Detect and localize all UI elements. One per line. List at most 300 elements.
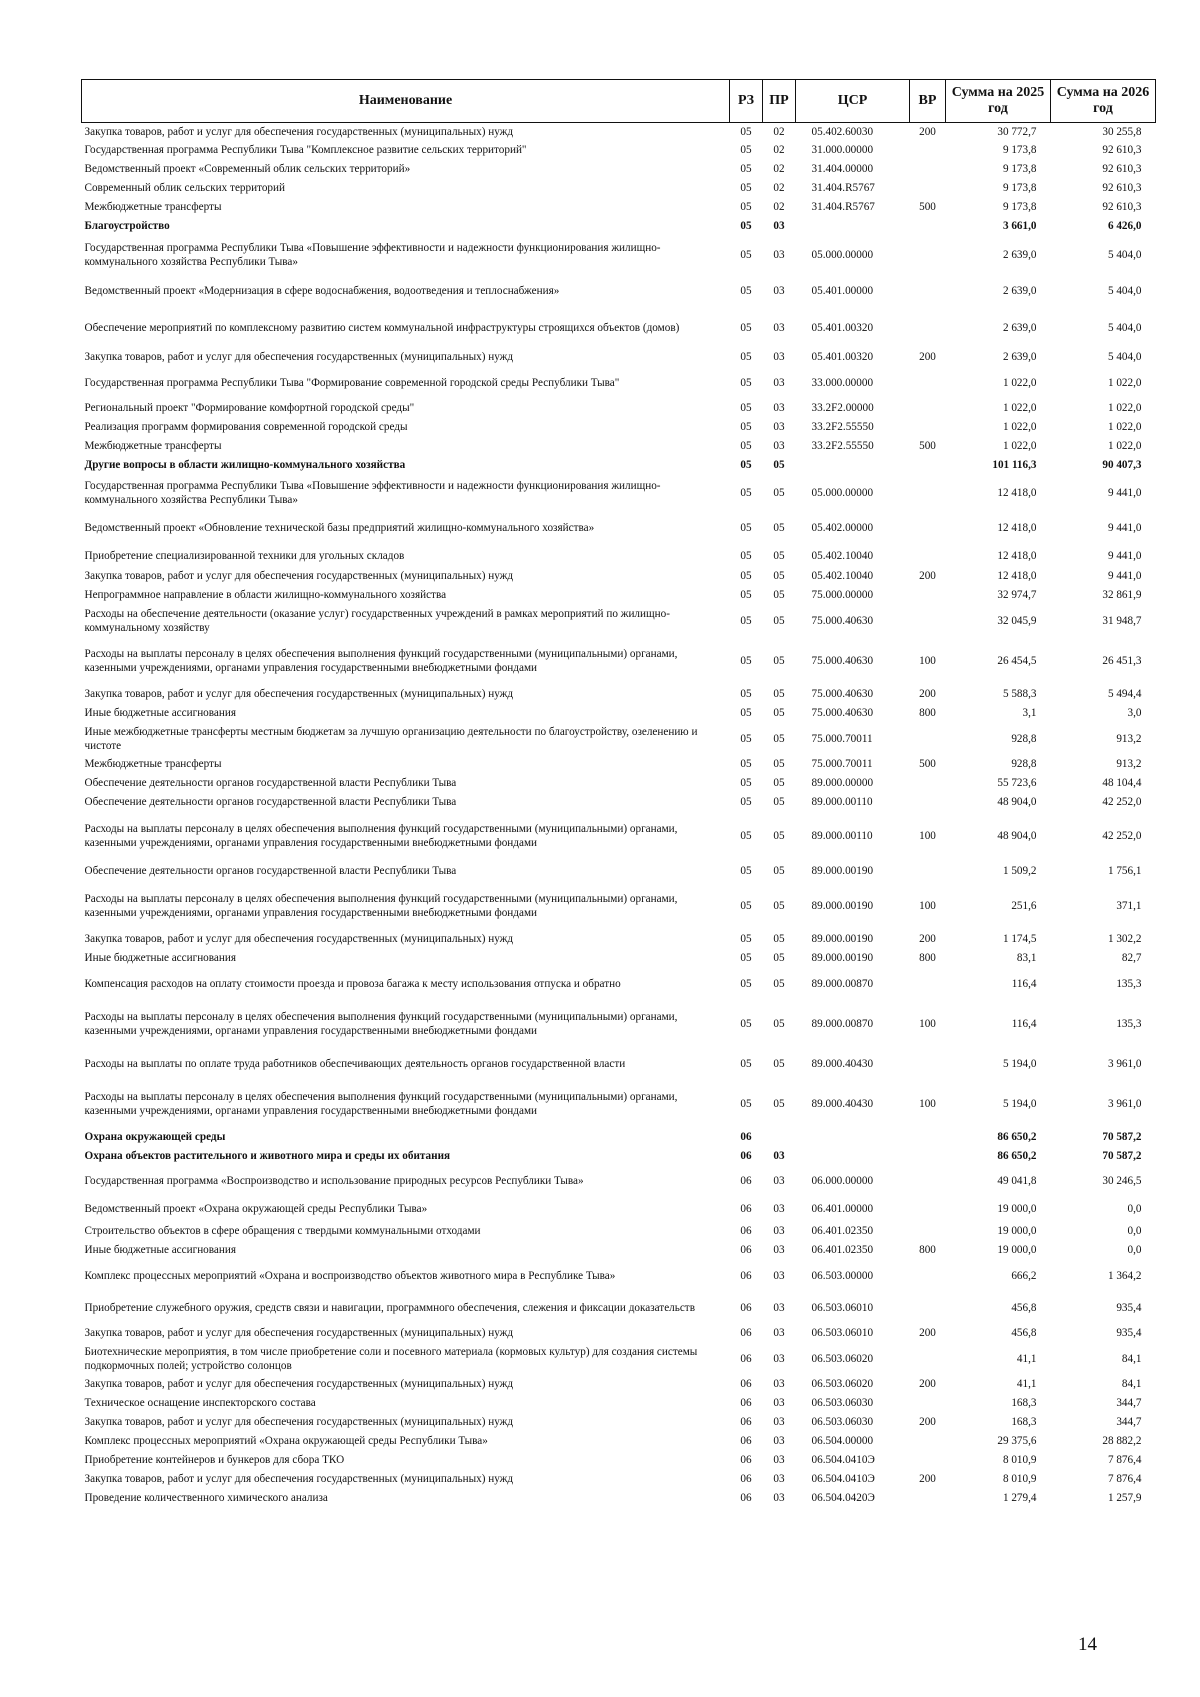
cell-name: Строительство объектов в сфере обращения с твердыми коммунальными отходами: [84, 1225, 481, 1238]
cell-name: Проведение количественного химического анализа: [84, 1492, 328, 1505]
cell-sum-2026: 90 407,3: [1102, 459, 1142, 472]
cell-sum-2025: 1 022,0: [1002, 402, 1037, 415]
cell-sum-2026: 31 948,7: [1102, 614, 1142, 627]
cell-sum-2026: 135,3: [1116, 977, 1142, 990]
table-row: [82, 1129, 1156, 1148]
cell-rz: 05: [730, 123, 763, 142]
cell-csr: 33.2F2.55550: [811, 440, 874, 453]
table-row: [82, 123, 1156, 142]
table-row: [82, 705, 1156, 724]
cell-rz: 05: [740, 1057, 752, 1070]
cell-rz: 06: [740, 1492, 752, 1505]
cell-pr: 05: [773, 486, 785, 499]
cell-sum-2025: 116,4: [1011, 977, 1037, 990]
cell-sum-2026: 48 104,4: [1102, 777, 1142, 790]
cell-pr: 05: [773, 977, 785, 990]
cell-sum-2025: 2 639,0: [1002, 351, 1037, 364]
cell-vr: [910, 1197, 946, 1223]
cell-rz: 06: [740, 1473, 752, 1486]
cell-pr: 05: [773, 732, 785, 745]
table-row: [82, 1223, 1156, 1242]
cell-pr: 05: [773, 796, 785, 809]
cell-name: Закупка товаров, работ и услуг для обеспечения государственных (муниципальных) нужд: [84, 1473, 514, 1486]
cell-sum-2025: 12 418,0: [997, 521, 1037, 534]
cell-sum-2025: 9 173,8: [1002, 144, 1037, 157]
cell-name: Охрана окружающей среды: [84, 1131, 226, 1144]
cell-csr: 75.000.00000: [811, 589, 874, 602]
cell-csr: 06.503.06020: [811, 1352, 874, 1365]
cell-pr: 03: [773, 402, 785, 415]
cell-sum-2025: 251,6: [1011, 899, 1037, 912]
table-row: [82, 180, 1156, 199]
cell-rz: 06: [740, 1150, 752, 1163]
cell-csr: 33.000.00000: [811, 376, 874, 389]
cell-name: Расходы на выплаты персоналу в целях обеспечения выполнения функций государственными (муниципальными) органами, казенными учреждениями, органами управления государственными внебюджетными фондами: [84, 1091, 678, 1117]
table-row: [82, 931, 1156, 950]
cell-vr: 200: [919, 1416, 936, 1429]
table-row: [82, 1197, 1156, 1223]
table-row: [82, 794, 1156, 813]
cell-csr: 06.401.00000: [811, 1202, 874, 1215]
cell-sum-2026: 70 587,2: [1102, 1131, 1142, 1144]
table-row: [82, 1167, 1156, 1197]
table-header: [82, 80, 1156, 123]
cell-rz: 06: [740, 1378, 752, 1391]
cell-vr: [910, 400, 946, 419]
table-row: [82, 457, 1156, 476]
cell-name: Государственная программа Республики Тыва "Комплексное развитие сельских территорий": [84, 144, 527, 157]
cell-sum-2025: 9 173,8: [1002, 182, 1037, 195]
cell-sum-2025: 19 000,0: [997, 1202, 1037, 1215]
table-row: [82, 275, 1156, 309]
cell-pr: 05: [773, 758, 785, 771]
cell-csr: [796, 218, 910, 237]
cell-name: Другие вопросы в области жилищно-коммунального хозяйства: [84, 459, 406, 472]
cell-csr: 31.000.00000: [811, 144, 874, 157]
cell-sum-2025: 1 279,4: [1002, 1492, 1037, 1505]
cell-rz: 05: [740, 570, 752, 583]
cell-vr: 200: [919, 351, 936, 364]
cell-rz: 05: [740, 732, 752, 745]
cell-csr: 33.2F2.55550: [811, 421, 874, 434]
cell-sum-2026: 344,7: [1116, 1416, 1142, 1429]
cell-name: Ведомственный проект «Современный облик сельских территорий»: [84, 163, 411, 176]
cell-name: Благоустройство: [84, 220, 170, 233]
table-row: [82, 419, 1156, 438]
cell-pr: 05: [773, 570, 785, 583]
cell-rz: 05: [740, 777, 752, 790]
cell-name: Комплекс процессных мероприятий «Охрана и воспроизводство объектов животного мира в Республике Тыва»: [84, 1269, 616, 1282]
cell-sum-2026: 1 302,2: [1107, 933, 1142, 946]
cell-csr: 31.404.R5767: [811, 182, 875, 195]
cell-csr: 75.000.40630: [811, 654, 874, 667]
cell-csr: 89.000.00190: [811, 952, 874, 965]
table-row: [82, 161, 1156, 180]
cell-sum-2026: 30 255,8: [1051, 123, 1156, 142]
cell-sum-2026: 913,2: [1116, 732, 1142, 745]
cell-name: Ведомственный проект «Охрана окружающей среды Республики Тыва»: [84, 1202, 428, 1215]
cell-sum-2025: 8 010,9: [1002, 1473, 1037, 1486]
cell-csr: 75.000.40630: [811, 707, 874, 720]
cell-sum-2025: 49 041,8: [997, 1174, 1037, 1187]
cell-sum-2026: 135,3: [1116, 1017, 1142, 1030]
cell-rz: 05: [740, 486, 752, 499]
cell-name: Иные межбюджетные трансферты местным бюджетам за лучшую организацию деятельности по благоустройству, озеленению и чистоте: [84, 726, 698, 752]
cell-name: Современный облик сельских территорий: [84, 182, 285, 195]
table-row: [82, 883, 1156, 931]
table-row: [82, 476, 1156, 512]
cell-name: Межбюджетные трансферты: [84, 758, 222, 771]
cell-pr: 03: [773, 421, 785, 434]
cell-pr: 05: [773, 707, 785, 720]
cell-name: Обеспечение деятельности органов государственной власти Республики Тыва: [84, 864, 457, 877]
cell-vr: [910, 1148, 946, 1167]
cell-csr: 05.000.00000: [811, 486, 874, 499]
cell-csr: 05.401.00320: [811, 351, 874, 364]
cell-rz: 05: [740, 796, 752, 809]
cell-sum-2026: 1 022,0: [1107, 421, 1142, 434]
cell-csr: 89.000.00000: [811, 777, 874, 790]
cell-rz: 05: [740, 351, 752, 364]
cell-vr: [910, 161, 946, 180]
cell-csr: [796, 457, 910, 476]
table-row: [82, 1148, 1156, 1167]
cell-sum-2026: 92 610,3: [1102, 144, 1142, 157]
cell-rz: 06: [740, 1327, 752, 1340]
cell-rz: 05: [740, 459, 752, 472]
cell-vr: [910, 180, 946, 199]
cell-sum-2026: 9 441,0: [1107, 521, 1142, 534]
cell-pr: 05: [773, 952, 785, 965]
cell-sum-2025: 1 022,0: [1002, 376, 1037, 389]
cell-pr: 03: [773, 1473, 785, 1486]
cell-rz: 05: [740, 589, 752, 602]
cell-sum-2025: 5 194,0: [1002, 1097, 1037, 1110]
cell-vr: [910, 775, 946, 794]
cell-pr: 05: [773, 654, 785, 667]
cell-rz: 05: [740, 549, 752, 562]
cell-sum-2025: 9 173,8: [1002, 163, 1037, 176]
cell-vr: 800: [919, 952, 936, 965]
table-row: [82, 950, 1156, 969]
cell-sum-2026: 935,4: [1116, 1327, 1142, 1340]
cell-name: Расходы на выплаты по оплате труда работников обеспечивающих деятельность органов государственной власти: [84, 1057, 626, 1070]
cell-sum-2026: 82,7: [1121, 952, 1142, 965]
cell-csr: 75.000.70011: [811, 732, 873, 745]
cell-name: Государственная программа «Воспроизводство и использование природных ресурсов Республики Тыва»: [84, 1174, 584, 1187]
cell-rz: 05: [740, 248, 752, 261]
cell-sum-2026: 1 022,0: [1107, 402, 1142, 415]
cell-name: Техническое оснащение инспекторского состава: [84, 1397, 316, 1410]
cell-vr: [910, 1452, 946, 1471]
cell-pr: 05: [773, 1017, 785, 1030]
cell-sum-2025: 168,3: [1011, 1416, 1037, 1429]
cell-sum-2026: 84,1: [1121, 1378, 1142, 1391]
cell-pr: 03: [773, 1327, 785, 1340]
cell-vr: [910, 546, 946, 568]
cell-sum-2026: 92 610,3: [1102, 201, 1142, 214]
cell-sum-2026: 9 441,0: [1107, 486, 1142, 499]
cell-sum-2026: 7 876,4: [1107, 1454, 1142, 1467]
cell-vr: [910, 142, 946, 161]
cell-sum-2025: 32 045,9: [997, 614, 1037, 627]
cell-csr: [796, 1129, 910, 1148]
cell-pr: 03: [773, 1150, 785, 1163]
cell-name: Ведомственный проект «Обновление технической базы предприятий жилищно-коммунального хозяйства»: [84, 521, 595, 534]
table-row: [82, 1325, 1156, 1344]
cell-csr: 31.404.R5767: [811, 201, 875, 214]
cell-pr: 03: [773, 321, 785, 334]
cell-vr: 500: [919, 758, 936, 771]
cell-sum-2026: 3 961,0: [1107, 1057, 1142, 1070]
table-row: [82, 1261, 1156, 1293]
cell-pr: 05: [773, 829, 785, 842]
table-row: [82, 969, 1156, 1001]
cell-sum-2026: 1 022,0: [1107, 376, 1142, 389]
cell-sum-2026: 1 022,0: [1107, 440, 1142, 453]
cell-vr: 200: [919, 1473, 936, 1486]
table-row: [82, 756, 1156, 775]
cell-vr: [910, 1344, 946, 1376]
cell-csr: 06.504.0410Э: [811, 1473, 875, 1486]
table-row: [82, 309, 1156, 349]
page-number: 14: [1078, 1634, 1097, 1655]
table-row: [82, 438, 1156, 457]
cell-sum-2026: 7 876,4: [1107, 1473, 1142, 1486]
cell-sum-2025: 101 116,3: [992, 459, 1037, 472]
table-row: [82, 1001, 1156, 1049]
cell-sum-2025: 1 022,0: [1002, 440, 1037, 453]
cell-name: Межбюджетные трансферты: [84, 440, 222, 453]
cell-rz: 06: [740, 1244, 752, 1257]
cell-pr: 03: [773, 248, 785, 261]
table-row: [82, 512, 1156, 546]
cell-pr: 05: [773, 933, 785, 946]
cell-vr: [910, 1490, 946, 1509]
cell-pr: 05: [773, 614, 785, 627]
cell-name: Расходы на выплаты персоналу в целях обеспечения выполнения функций государственными (муниципальными) органами, казенными учреждениями, органами управления государственными внебюджетными фондами: [84, 648, 678, 674]
cell-vr: [910, 969, 946, 1001]
cell-name: Обеспечение мероприятий по комплексному развитию систем коммунальной инфраструктуры строящихся объектов (домов): [84, 321, 680, 334]
cell-pr: 05: [773, 521, 785, 534]
cell-vr: [910, 237, 946, 275]
cell-rz: 06: [740, 1174, 752, 1187]
cell-pr: 03: [773, 351, 785, 364]
cell-rz: 05: [740, 977, 752, 990]
cell-rz: 05: [740, 521, 752, 534]
cell-rz: 05: [740, 952, 752, 965]
table-row: [82, 686, 1156, 705]
cell-rz: 05: [740, 1097, 752, 1110]
cell-pr: 05: [773, 688, 785, 701]
cell-vr: 200: [910, 123, 946, 142]
cell-name: Приобретение специализированной техники для угольных складов: [84, 549, 405, 562]
cell-rz: 06: [740, 1269, 752, 1282]
table-row: [82, 638, 1156, 686]
cell-sum-2025: 32 974,7: [997, 589, 1037, 602]
cell-vr: [910, 1129, 946, 1148]
cell-sum-2025: 928,8: [1011, 758, 1037, 771]
cell-sum-2025: 29 375,6: [997, 1435, 1037, 1448]
cell-vr: [910, 218, 946, 237]
cell-sum-2025: 1 174,5: [1002, 933, 1037, 946]
cell-pr: 03: [773, 1301, 785, 1314]
cell-rz: 05: [740, 220, 752, 233]
table-row: [82, 1081, 1156, 1129]
cell-vr: [910, 476, 946, 512]
header-rz: РЗ: [730, 80, 763, 123]
cell-sum-2025: 116,4: [1011, 1017, 1037, 1030]
cell-pr: 03: [773, 1352, 785, 1365]
cell-name: Расходы на обеспечение деятельности (оказание услуг) государственных учреждений в рамках мероприятий по жилищно-коммунальному хозяйству: [84, 608, 670, 634]
cell-sum-2026: 3,0: [1127, 707, 1142, 720]
cell-sum-2025: 666,2: [1011, 1269, 1037, 1282]
cell-csr: 89.000.00190: [811, 864, 874, 877]
cell-sum-2025: 8 010,9: [1002, 1454, 1037, 1467]
cell-sum-2025: 2 639,0: [1002, 284, 1037, 297]
table-row: [82, 1433, 1156, 1452]
cell-name: Реализация программ формирования современной городской среды: [84, 421, 408, 434]
cell-pr: 03: [773, 440, 785, 453]
cell-pr: 03: [773, 1435, 785, 1448]
cell-sum-2026: 5 494,4: [1107, 688, 1142, 701]
cell-csr: 89.000.00190: [811, 899, 874, 912]
cell-vr: [910, 512, 946, 546]
table-row: [82, 724, 1156, 756]
cell-vr: [910, 457, 946, 476]
table-row: [82, 546, 1156, 568]
cell-rz: 05: [740, 933, 752, 946]
cell-csr: 89.000.00190: [811, 933, 874, 946]
cell-pr: 03: [773, 284, 785, 297]
cell-rz: 05: [740, 864, 752, 877]
cell-sum-2025: 456,8: [1011, 1301, 1037, 1314]
cell-sum-2026: 30 246,5: [1102, 1174, 1142, 1187]
cell-sum-2025: 55 723,6: [997, 777, 1037, 790]
cell-name: Закупка товаров, работ и услуг для обеспечения государственных (муниципальных) нужд: [84, 933, 514, 946]
cell-sum-2026: 42 252,0: [1102, 829, 1142, 842]
cell-vr: 800: [919, 707, 936, 720]
cell-pr: 05: [773, 549, 785, 562]
header-name: Наименование: [82, 80, 730, 123]
cell-vr: 100: [919, 829, 936, 842]
cell-sum-2026: 42 252,0: [1102, 796, 1142, 809]
cell-pr: 05: [773, 1097, 785, 1110]
cell-pr: 02: [773, 144, 785, 157]
cell-csr: 05.402.00000: [811, 521, 874, 534]
cell-sum-2025: 1 022,0: [1002, 421, 1037, 434]
cell-csr: 89.000.00870: [811, 977, 874, 990]
cell-csr: 05.402.10040: [811, 549, 874, 562]
budget-table: [81, 79, 1156, 1509]
cell-sum-2025: 12 418,0: [997, 570, 1037, 583]
cell-csr: 06.000.00000: [811, 1174, 874, 1187]
cell-sum-2025: 48 904,0: [997, 796, 1037, 809]
cell-pr: 03: [773, 1397, 785, 1410]
cell-pr: [763, 1129, 796, 1148]
table-row: [82, 1452, 1156, 1471]
cell-sum-2026: 5 404,0: [1107, 284, 1142, 297]
cell-pr: 03: [773, 1225, 785, 1238]
cell-rz: 05: [740, 163, 752, 176]
cell-pr: 03: [773, 1416, 785, 1429]
table-row: [82, 1414, 1156, 1433]
cell-rz: 06: [740, 1352, 752, 1365]
cell-pr: 03: [773, 1244, 785, 1257]
cell-pr: 02: [773, 201, 785, 214]
cell-name: Государственная программа Республики Тыва «Повышение эффективности и надежности функционирования жилищно-коммунального хозяйства Республики Тыва»: [84, 480, 661, 506]
cell-sum-2025: 12 418,0: [997, 486, 1037, 499]
cell-sum-2025: 19 000,0: [997, 1225, 1037, 1238]
cell-sum-2025: 168,3: [1011, 1397, 1037, 1410]
cell-sum-2026: 0,0: [1127, 1244, 1142, 1257]
cell-sum-2025: 456,8: [1011, 1327, 1037, 1340]
cell-sum-2025: 928,8: [1011, 732, 1037, 745]
cell-name: Биотехнические мероприятия, в том числе приобретение соли и посевного материала (кормовых культур) для создания системы подкормочных полей; устройство солонцов: [84, 1346, 698, 1372]
cell-csr: 06.504.00000: [811, 1435, 874, 1448]
cell-name: Компенсация расходов на оплату стоимости проезда и провоза багажа к месту использования отпуска и обратно: [84, 977, 621, 990]
cell-sum-2025: 3,1: [1022, 707, 1037, 720]
cell-sum-2025: 9 173,8: [1002, 201, 1037, 214]
cell-name: Обеспечение деятельности органов государственной власти Республики Тыва: [84, 777, 457, 790]
cell-sum-2026: 84,1: [1121, 1352, 1142, 1365]
cell-pr: 03: [773, 1202, 785, 1215]
table-row: [82, 1471, 1156, 1490]
cell-rz: 05: [740, 899, 752, 912]
cell-csr: 06.503.06020: [811, 1378, 874, 1391]
cell-name: Иные бюджетные ассигнования: [84, 952, 236, 965]
cell-rz: 05: [740, 758, 752, 771]
cell-vr: [910, 1395, 946, 1414]
cell-name: Закупка товаров, работ и услуг для обеспечения государственных (муниципальных) нужд: [84, 688, 514, 701]
cell-sum-2025: 83,1: [1016, 952, 1037, 965]
cell-name: Закупка товаров, работ и услуг для обеспечения государственных (муниципальных) нужд: [84, 1378, 514, 1391]
table-row: [82, 1242, 1156, 1261]
table-row: [82, 1490, 1156, 1509]
cell-sum-2025: 2 639,0: [1002, 321, 1037, 334]
cell-name: Обеспечение деятельности органов государственной власти Республики Тыва: [84, 796, 457, 809]
cell-name: Закупка товаров, работ и услуг для обеспечения государственных (муниципальных) нужд: [82, 123, 730, 142]
cell-pr: 05: [773, 777, 785, 790]
cell-pr: 03: [773, 1269, 785, 1282]
cell-vr: 500: [919, 201, 936, 214]
cell-csr: 06.401.02350: [811, 1244, 874, 1257]
cell-rz: 05: [740, 402, 752, 415]
cell-rz: 05: [740, 321, 752, 334]
cell-pr: 03: [773, 1492, 785, 1505]
cell-rz: 05: [740, 201, 752, 214]
cell-csr: 89.000.40430: [811, 1097, 874, 1110]
cell-csr: 89.000.00870: [811, 1017, 874, 1030]
cell-csr: 06.401.02350: [811, 1225, 874, 1238]
cell-vr: 100: [919, 654, 936, 667]
cell-name: Государственная программа Республики Тыва "Формирование современной городской среды Республики Тыва": [84, 376, 620, 389]
cell-vr: 100: [919, 1097, 936, 1110]
cell-pr: 05: [773, 899, 785, 912]
table-row: [82, 606, 1156, 638]
cell-vr: 800: [919, 1244, 936, 1257]
cell-sum-2026: 1 756,1: [1107, 864, 1142, 877]
cell-vr: [910, 587, 946, 606]
cell-sum-2025: 41,1: [1016, 1352, 1037, 1365]
cell-name: Закупка товаров, работ и услуг для обеспечения государственных (муниципальных) нужд: [84, 1327, 514, 1340]
header-vr: ВР: [910, 80, 946, 123]
table-row: [82, 587, 1156, 606]
table-row: [82, 142, 1156, 161]
cell-name: Расходы на выплаты персоналу в целях обеспечения выполнения функций государственными (муниципальными) органами, казенными учреждениями, органами управления государственными внебюджетными фондами: [84, 823, 678, 849]
cell-name: Непрограммное направление в области жилищно-коммунального хозяйства: [84, 589, 447, 602]
cell-sum-2026: 371,1: [1116, 899, 1142, 912]
